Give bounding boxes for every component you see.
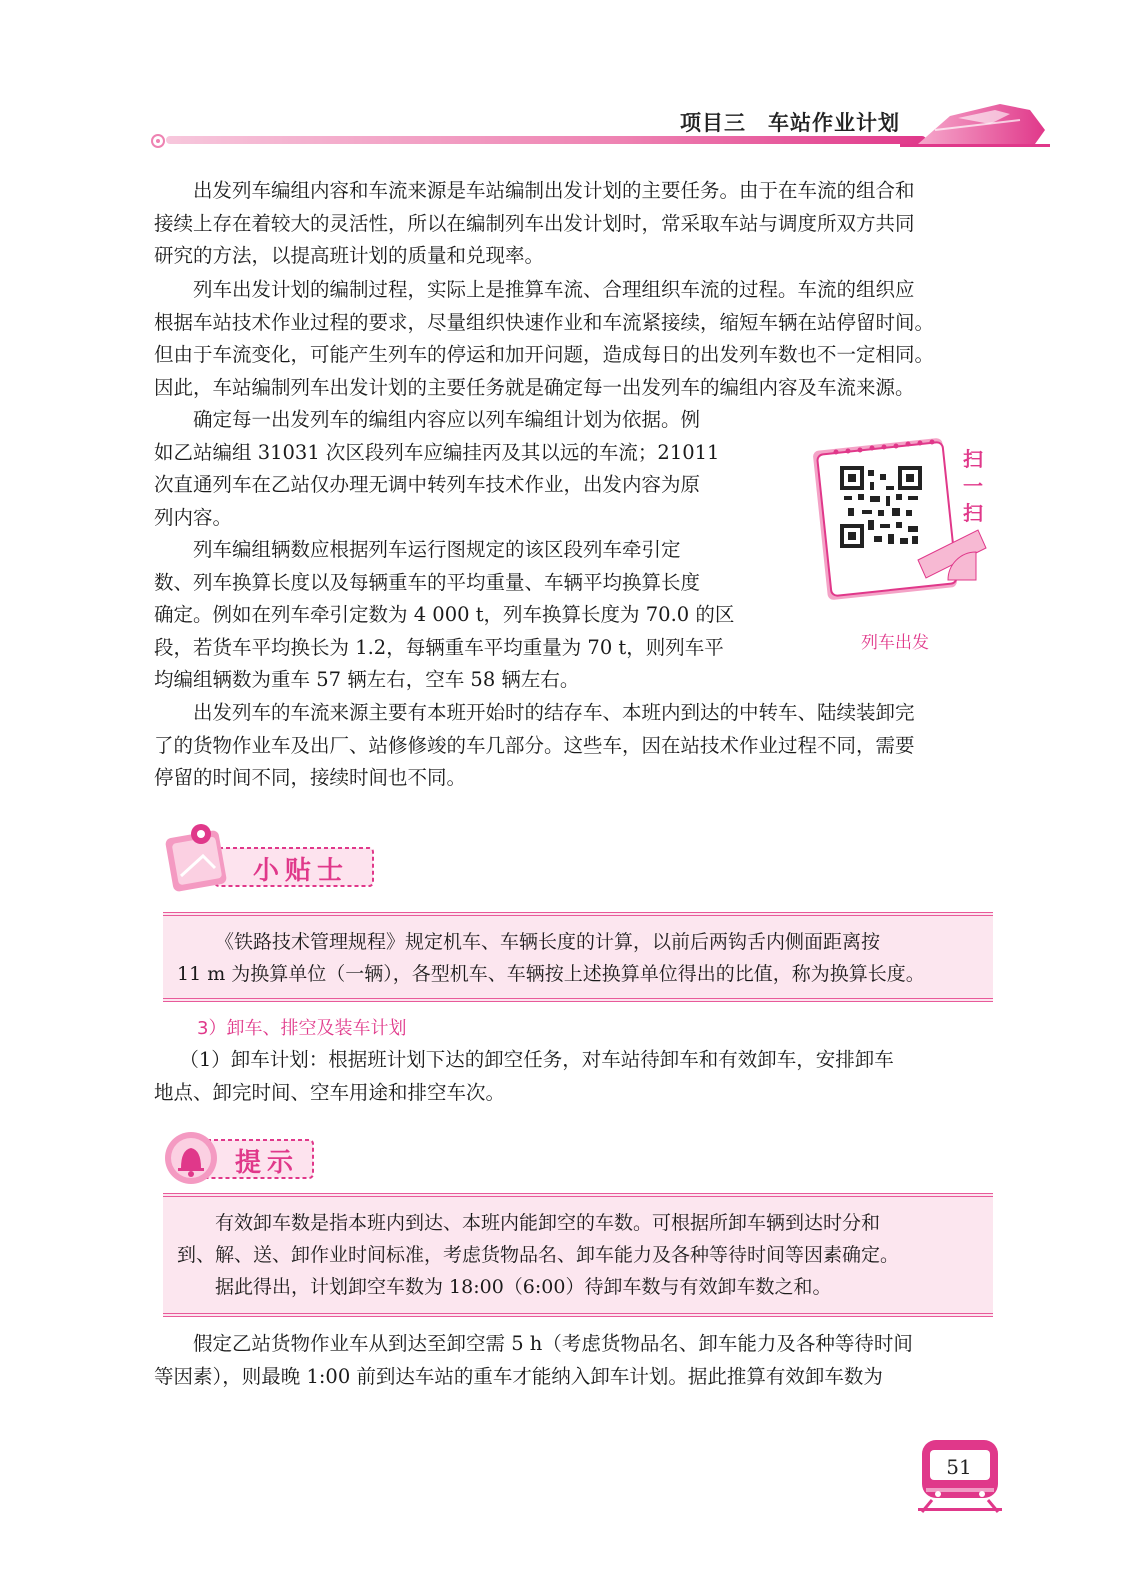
scan-label xyxy=(958,446,988,527)
paragraph-1 xyxy=(154,175,1002,273)
tip-line: 《铁路技术管理规程》规定机车、车辆长度的计算，以前后两钩舌内侧面距离按 xyxy=(215,931,881,953)
text-line: 列内容。 xyxy=(154,505,233,529)
tip-label: 小贴士 xyxy=(253,856,350,886)
paragraph-7 xyxy=(154,1328,1002,1393)
text-line: 出发列车的车流来源主要有本班开始时的结存车、本班内到达的中转车、陆续装卸完 xyxy=(193,701,915,724)
qr-caption: 列车出发 xyxy=(861,633,929,653)
page-header xyxy=(0,80,1127,170)
hint-badge xyxy=(163,1128,318,1188)
header-chapter: 车站作业计划 xyxy=(768,111,900,135)
paragraph-4 xyxy=(154,534,762,697)
text-line: 因此，车站编制列车出发计划的主要任务就是确定每一出发列车的编组内容及车流来源。 xyxy=(154,375,915,399)
scan-char: 扫 xyxy=(963,447,983,471)
text-line: 确定每一出发列车的编组内容应以列车编组计划为依据。例 xyxy=(193,408,701,431)
header-decoration xyxy=(0,80,1127,170)
text-line: 假定乙站货物作业车从到达至卸空需 5 h（考虑货物品名、卸车能力及各种等待时间 xyxy=(193,1332,913,1355)
qr-code-panel[interactable] xyxy=(808,430,993,610)
hint-label: 提示 xyxy=(235,1148,300,1178)
hint-line: 到、解、送、卸作业时间标准，考虑货物品名、卸车能力及各种等待时间等因素确定。 xyxy=(177,1244,900,1266)
tip-box xyxy=(163,912,993,1002)
paragraph-2 xyxy=(154,274,1002,404)
section-heading: 3）卸车、排空及装车计划 xyxy=(197,1018,407,1039)
text-line: 段，若货车平均换长为 1.2，每辆重车平均重量为 70 t，则列车平 xyxy=(154,635,724,659)
page-number: 51 xyxy=(946,1455,972,1479)
text-line: 停留的时间不同，接续时间也不同。 xyxy=(154,766,467,789)
hint-box xyxy=(163,1193,993,1317)
header-project: 项目三 xyxy=(680,111,746,135)
text-line: 数、列车换算长度以及每辆重车的平均重量、车辆平均换算长度 xyxy=(154,570,701,594)
hint-line: 据此得出，计划卸空车数为 18:00（6:00）待卸车数与有效卸车数之和。 xyxy=(215,1276,832,1298)
text-line: 列车编组辆数应根据列车运行图规定的该区段列车牵引定 xyxy=(193,538,681,561)
paragraph-6 xyxy=(154,1044,1002,1109)
text-line: 均编组辆数为重车 57 辆左右，空车 58 辆左右。 xyxy=(154,668,580,691)
text-line: 研究的方法，以提高班计划的质量和兑现率。 xyxy=(154,244,545,267)
tip-badge xyxy=(163,820,378,895)
text-line: 根据车站技术作业过程的要求，尽量组织快速作业和车流紧接续，缩短车辆在站停留时间。 xyxy=(154,310,935,334)
text-line: 次直通列车在乙站仅办理无调中转列车技术作业，出发内容为原 xyxy=(154,473,701,496)
paragraph-3 xyxy=(154,404,762,534)
text-line: 如乙站编组 31031 次区段列车应编挂丙及其以远的车流；21011 xyxy=(154,440,720,464)
text-line: 出发列车编组内容和车流来源是车站编制出发计划的主要任务。由于在车流的组合和 xyxy=(193,179,915,202)
text-line: 了的货物作业车及出厂、站修修竣的车几部分。这些车，因在站技术作业过程不同，需要 xyxy=(154,733,915,757)
tip-line: 11 m 为换算单位（一辆），各型机车、车辆按上述换算单位得出的比值，称为换算长度。 xyxy=(177,963,925,985)
qr-code-icon xyxy=(840,466,922,548)
text-line: 等因素），则最晚 1:00 前到达车站的重车才能纳入卸车计划。据此推算有效卸车数为 xyxy=(154,1364,883,1388)
text-line: 地点、卸完时间、空车用途和排空车次。 xyxy=(154,1080,506,1104)
text-line: 接续上存在着较大的灵活性，所以在编制列车出发计划时，常采取车站与调度所双方共同 xyxy=(154,211,915,235)
text-line: 列车出发计划的编制过程，实际上是推算车流、合理组织车流的过程。车流的组织应 xyxy=(193,278,915,301)
text-line: （1）卸车计划：根据班计划下达的卸空任务，对车站待卸车和有效卸车，安排卸车 xyxy=(179,1048,894,1071)
paragraph-5 xyxy=(154,697,1002,795)
header-title xyxy=(680,107,900,137)
text-line: 但由于车流变化，可能产生列车的停运和加开问题，造成每日的出发列车数也不一定相同。 xyxy=(154,343,935,366)
scan-char: 扫 xyxy=(963,501,983,525)
text-line: 确定。例如在列车牵引定数为 4 000 t，列车换算长度为 70.0 的区 xyxy=(154,603,735,626)
hint-line: 有效卸车数是指本班内到达、本班内能卸空的车数。可根据所卸车辆到达时分和 xyxy=(215,1212,881,1234)
scan-char: 一 xyxy=(963,474,983,498)
